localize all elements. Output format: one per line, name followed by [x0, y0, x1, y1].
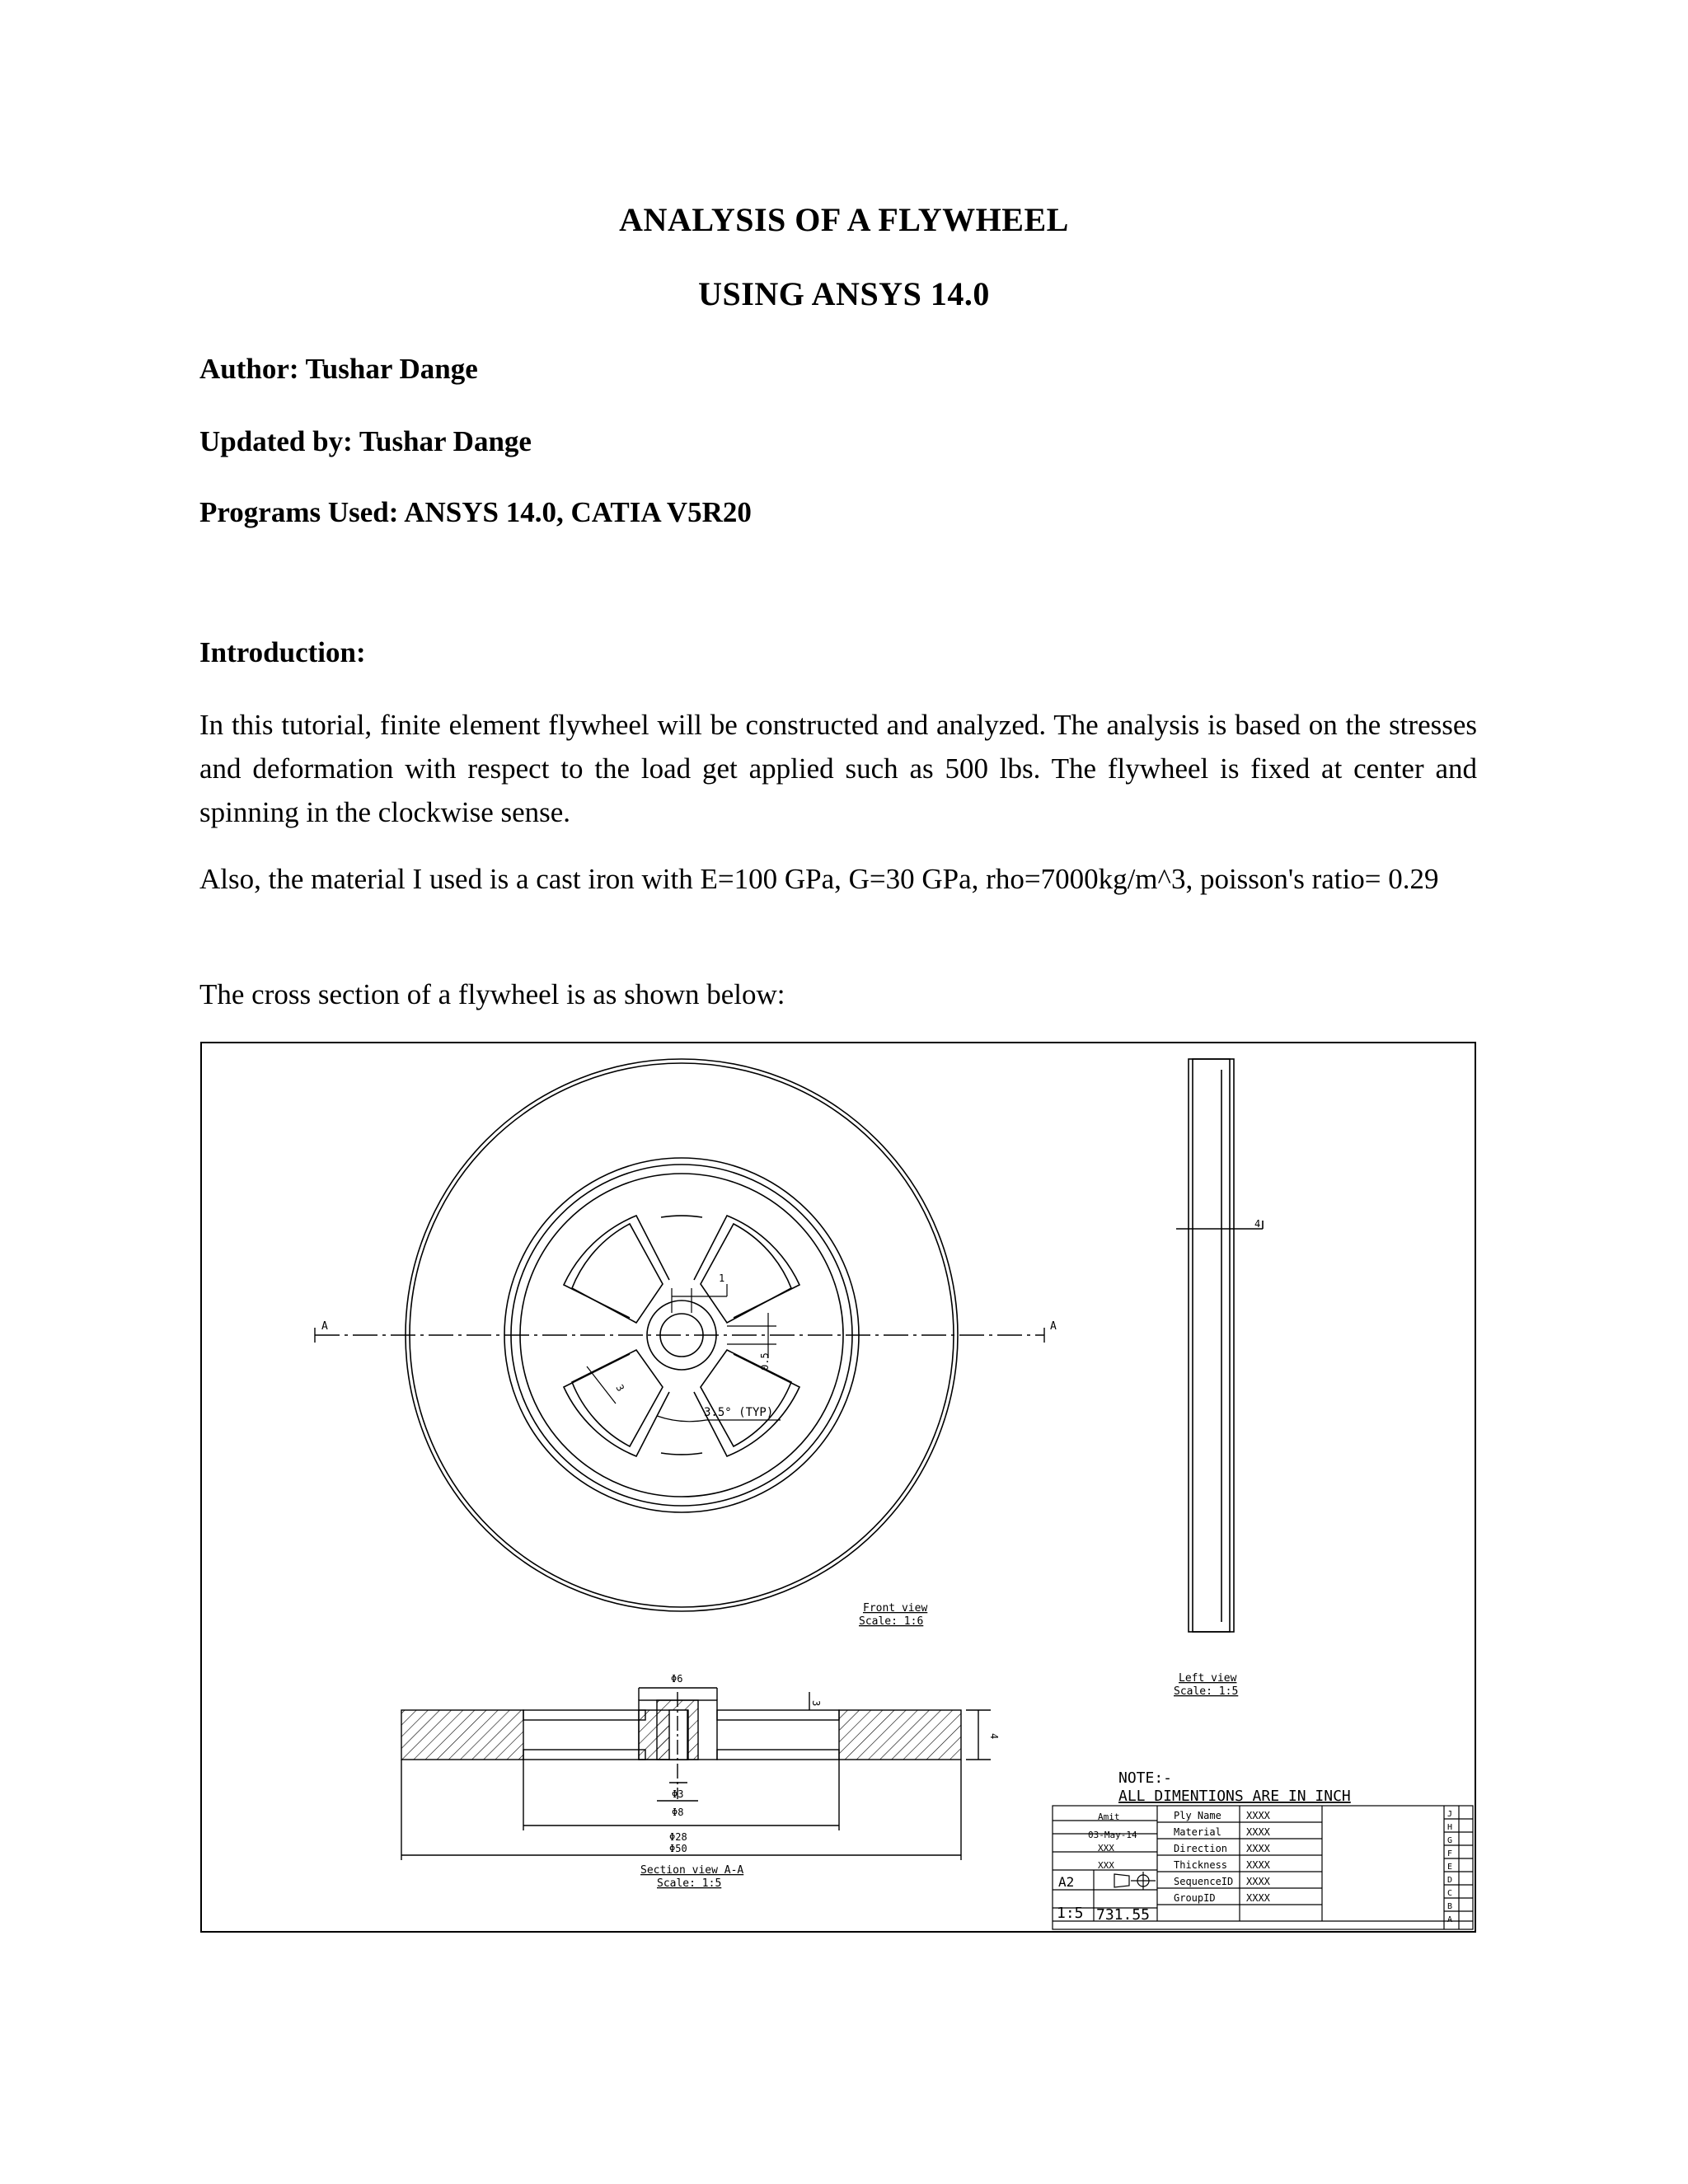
section-dim-phi28: Φ28: [669, 1831, 687, 1843]
tb-row-value: XXXX: [1246, 1826, 1270, 1838]
dim-05: 0.5: [759, 1352, 771, 1371]
title-line-2: USING ANSYS 14.0: [698, 275, 990, 312]
section-view-scale: Scale: 1:5: [657, 1877, 722, 1890]
tb-date: 03-May-14: [1088, 1830, 1137, 1840]
note-label: NOTE:-: [1118, 1769, 1173, 1787]
tb-row-value: XXXX: [1246, 1810, 1270, 1821]
flywheel-drawing: [199, 1041, 1477, 1933]
section-dim-phi3: Φ3: [672, 1788, 684, 1800]
tb-revision-letter: C: [1447, 1889, 1453, 1898]
section-dim-phi8: Φ8: [672, 1807, 684, 1818]
tb-revision-letter: J: [1447, 1810, 1453, 1819]
updated-by-line: Updated by: Tushar Dange: [199, 425, 532, 457]
note-text: ALL DIMENTIONS ARE IN INCH: [1118, 1788, 1351, 1805]
section-dim-3: 3: [810, 1700, 822, 1707]
left-dim-4: 4: [1254, 1218, 1261, 1230]
dim-1: 1: [719, 1272, 725, 1284]
tb-approved: XXX: [1098, 1860, 1114, 1871]
tb-revision-letter: A: [1447, 1915, 1453, 1924]
tb-row-label: SequenceID: [1174, 1876, 1234, 1887]
tb-row-value: XXXX: [1246, 1859, 1270, 1871]
tb-checked: XXX: [1098, 1843, 1114, 1854]
section-view: [401, 1688, 991, 1860]
tb-row-value: XXXX: [1246, 1843, 1270, 1854]
front-view-label: Front view: [863, 1602, 928, 1615]
tb-revision-letter: B: [1447, 1902, 1453, 1911]
title-line-1: ANALYSIS OF A FLYWHEEL: [619, 201, 1069, 238]
tb-size: A2: [1058, 1874, 1075, 1890]
intro-paragraph-3: The cross section of a flywheel is as shown below:: [199, 978, 785, 1010]
front-dimensions: [587, 1284, 781, 1422]
section-mark-left: A: [321, 1320, 328, 1333]
tb-row-value: XXXX: [1246, 1892, 1270, 1904]
tb-revision-letter: H: [1447, 1823, 1453, 1832]
dim-typ: 3.5° (TYP): [704, 1406, 774, 1419]
section-dim-4: 4: [988, 1733, 1000, 1740]
tb-designer: Amit: [1098, 1811, 1120, 1822]
dim-3: 3: [613, 1382, 627, 1394]
tb-row-label: Ply Name: [1174, 1810, 1221, 1821]
tb-weight: 731.55: [1096, 1906, 1151, 1924]
section-line-a-a: [315, 1328, 1044, 1343]
tb-scale: 1:5: [1057, 1905, 1084, 1922]
left-view-scale: Scale: 1:5: [1174, 1685, 1239, 1698]
section-dim-phi50: Φ50: [669, 1843, 687, 1854]
intro-paragraph-2: Also, the material I used is a cast iron with E=100 GPa, G=30 GPa, rho=7000kg/m^3, poisson's ratio= 0.29: [199, 863, 1439, 895]
section-view-label: Section view A-A: [640, 1864, 744, 1877]
programs-line: Programs Used: ANSYS 14.0, CATIA V5R20: [199, 496, 752, 528]
tb-row-value: XXXX: [1246, 1876, 1270, 1887]
tb-revision-letter: F: [1447, 1849, 1453, 1858]
tb-revisions: [1447, 1810, 1452, 1924]
tb-revision-letter: E: [1447, 1863, 1453, 1872]
section-mark-right: A: [1050, 1320, 1057, 1333]
section-dim-phi6: Φ6: [671, 1673, 683, 1685]
tb-revision-letter: D: [1447, 1876, 1453, 1885]
front-view-scale: Scale: 1:6: [859, 1615, 924, 1628]
tb-row-label: Material: [1174, 1826, 1221, 1838]
tb-rows: [1174, 1810, 1271, 1904]
author-line: Author: Tushar Dange: [199, 353, 478, 385]
tb-revision-letter: G: [1447, 1836, 1453, 1845]
tb-row-label: Direction: [1174, 1843, 1228, 1854]
tb-row-label: GroupID: [1174, 1892, 1216, 1904]
intro-heading: Introduction:: [199, 636, 366, 668]
left-view: [1176, 1059, 1263, 1632]
left-view-label: Left view: [1179, 1672, 1237, 1685]
tb-row-label: Thickness: [1174, 1859, 1228, 1871]
intro-paragraph-1: In this tutorial, finite element flywheel will be constructed and analyzed. The analysis is based on the stresses and deformation with respect to the load get applied such as 500 lbs. The flywheel is fixed at center and spinning in the clockwise sense.: [199, 709, 1477, 828]
